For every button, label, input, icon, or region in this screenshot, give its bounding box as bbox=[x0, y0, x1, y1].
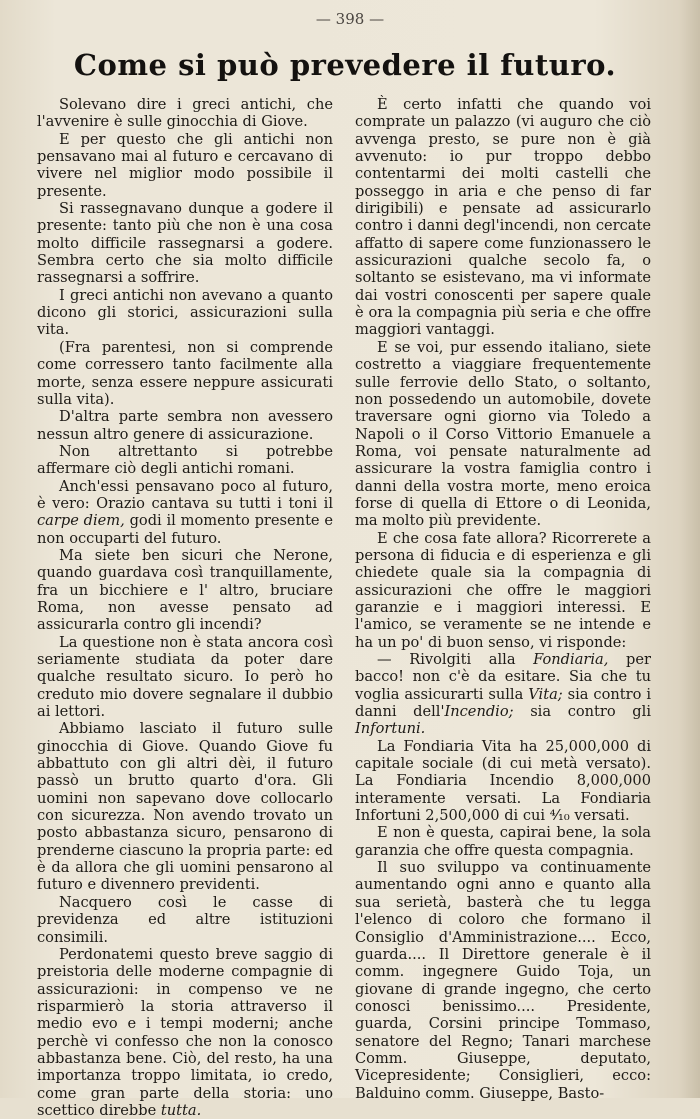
italic-text: carpe diem, bbox=[37, 512, 125, 530]
paragraph bbox=[355, 824, 651, 859]
paragraph-text: Non altrettanto si potrebbe affermare ciò degli antichi romani. bbox=[37, 442, 333, 478]
paragraph bbox=[37, 634, 333, 721]
paragraph bbox=[355, 530, 651, 651]
paragraph bbox=[37, 408, 333, 443]
paragraph bbox=[37, 443, 333, 478]
paragraph-text: sia contro gli bbox=[513, 703, 651, 721]
paragraph bbox=[37, 478, 333, 547]
paragraph-text: — Rivolgiti alla bbox=[377, 651, 534, 668]
paragraph-text: Si rassegnavano dunque a godere il presente: tanto più che non è una cosa molto difficile rassegnarsi a godere. Sembra certo che sia molto difficile rassegnarsi a soffrire. bbox=[37, 200, 333, 287]
paragraph-text: Solevano dire i greci antichi, che l'avvenire è sulle ginocchia di Giove. bbox=[37, 96, 333, 131]
paragraph bbox=[355, 859, 651, 1102]
paragraph bbox=[37, 339, 333, 408]
paragraph bbox=[37, 131, 333, 200]
paragraph-text: E non è questa, capirai bene, la sola garanzia che offre questa compagnia. bbox=[355, 824, 651, 859]
italic-text: Fondiaria, bbox=[533, 651, 609, 668]
paragraph-text: per bacco! non c'è da esitare. Sia che tu voglia assicurarti sulla bbox=[355, 651, 651, 703]
paragraph-text: D'altra parte sembra non avessero nessun altro genere di assicurazione. bbox=[37, 408, 333, 443]
paragraph bbox=[37, 946, 333, 1119]
paragraph bbox=[37, 200, 333, 287]
paragraph-text: Ma siete ben sicuri che Nerone, quando guardava così tranquillamente, fra un bicchiere e l' altro, bruciare Roma, non avesse pensato ad assicurarla contro gli incendi? bbox=[37, 546, 333, 634]
paragraph-text: Perdonatemi questo breve saggio di preistoria delle moderne compagnie di assicurazioni: in compenso ve ne risparmierò la storia attraverso il medio evo e i tempi moderni; anche perchè vi confesso che non la conosco abbastanza bene. Ciò, del resto, ha una importanza troppo limitata, io credo, come gran parte della storia: uno scettico direbbe bbox=[37, 945, 333, 1119]
italic-text: Incendio; bbox=[444, 703, 514, 721]
paragraph-text: E se voi, pur essendo italiano, siete costretto a viaggiare frequentemente sulle ferrovie dello Stato, o soltanto, non possedendo un automobile, dovete traversare ogni giorno via Toledo a Napoli o il Corso Vittorio Emanuele a Roma, voi pensate naturalmente ad assicurare la vostra famiglia contro i danni della vostra morte, meno eroica forse di quella di Ettore o di Leonida, ma molto più previdente. bbox=[355, 338, 651, 530]
paragraph bbox=[37, 894, 333, 946]
italic-text: Vita; bbox=[528, 685, 563, 703]
paragraph-text: I greci antichi non avevano a quanto dicono gli storici, assicurazioni sulla vita. bbox=[37, 286, 333, 339]
paragraph-text: E per questo che gli antichi non pensavano mai al futuro e cercavano di vivere nel miglior modo possibile il presente. bbox=[37, 130, 333, 200]
paragraph-text: godi il momento presente e non occuparti del futuro. bbox=[37, 512, 334, 547]
paragraph-text: sia contro i danni dell' bbox=[355, 685, 651, 721]
paragraph bbox=[355, 651, 651, 738]
paragraph-text: È certo infatti che quando voi comprate un palazzo (vi auguro che ciò avvenga presto, se pure non è già avvenuto: io pur troppo debbo contentarmi dei molti castelli che posseggo in aria e che penso di far dirigibili) e pensate ad assicurarlo contro i danni degl'incendi, non cercate affatto di sapere come funzionassero le assicurazioni qualche secolo fa, o soltanto se esistevano, ma vi informate dai vostri conoscenti per sapere quale è ora la compagnia più seria e che offre maggiori vantaggi. bbox=[355, 96, 651, 339]
paragraph bbox=[37, 547, 333, 634]
paragraph-text: La Fondiaria Vita ha 25,000,000 di capitale sociale (di cui metà versato). La Fondiaria Incendio 8,000,000 interamente versati. La Fondiaria Infortuni 2,500,000 di cui ⁴⁄₁₀ versati. bbox=[355, 737, 651, 825]
paragraph-text: (Fra parentesi, non si comprende come corressero tanto facilmente alla morte, senza essere neppure assicurati sulla vita). bbox=[37, 338, 333, 408]
article-title: Come si può prevedere il futuro. bbox=[73, 48, 617, 82]
paragraph-text: E che cosa fate allora? Ricorrerete a persona di fiducia e di esperienza e gli chiedete quale sia la compagnia di assicurazioni che offre le maggiori garanzie e i maggiori interessi. E l'amico, se veramente se ne intende e ha un po' di buon senso, vi risponde: bbox=[355, 529, 651, 651]
paragraph-text: La questione non è stata ancora così seriamente studiata da poter dare qualche resultato sicuro. Io però ho creduto mio dovere segnalare il dubbio ai lettori. bbox=[37, 633, 333, 721]
paragraph-text: Il suo sviluppo va continuamente aumentando ogni anno e quanto alla sua serietà, basterà che tu legga l'elenco di coloro che formano il Consiglio d'Amministrazione.... Ecco, guarda.... Il Direttore generale è il comm. ingegnere Guido Toja, un giovane di grande ingegno, che certo conosci benissimo.... Presidente, guarda, Corsini principe Tommaso, senatore del Regno; Tanari marchese Comm. Giuseppe, deputato, Vicepresidente; Consiglieri, ecco: Balduino comm. Giuseppe, Basto- bbox=[355, 859, 651, 1102]
paragraph bbox=[355, 96, 651, 339]
paragraph-text: Anch'essi pensavano poco al futuro, è vero: Orazio cantava su tutti i toni il bbox=[37, 477, 333, 512]
page-number: — 398 — bbox=[315, 10, 385, 28]
left-column bbox=[37, 96, 333, 1119]
paragraph bbox=[37, 96, 333, 131]
paragraph-text: Nacquero così le casse di previdenza ed altre istituzioni consimili. bbox=[37, 893, 333, 946]
paragraph bbox=[355, 738, 651, 825]
paragraph bbox=[355, 339, 651, 530]
paragraph bbox=[37, 720, 333, 893]
italic-text: Infortuni. bbox=[355, 720, 426, 738]
paragraph-text: Abbiamo lasciato il futuro sulle ginocchia di Giove. Quando Giove fu abbattuto con gli altri dèi, il futuro passò un brutto quarto d'ora. Gli uomini non sapevano dove collocarlo con sicurezza. Non avendo trovato un posto abbastanza sicuro, pensarono di prenderne ciascuno la propria parte: ed è da allora che gli uomini pensarono al futuro e divennero previdenti. bbox=[37, 720, 333, 894]
paragraph bbox=[37, 287, 333, 339]
italic-text: tutta. bbox=[160, 1101, 202, 1119]
right-column bbox=[355, 96, 651, 1102]
